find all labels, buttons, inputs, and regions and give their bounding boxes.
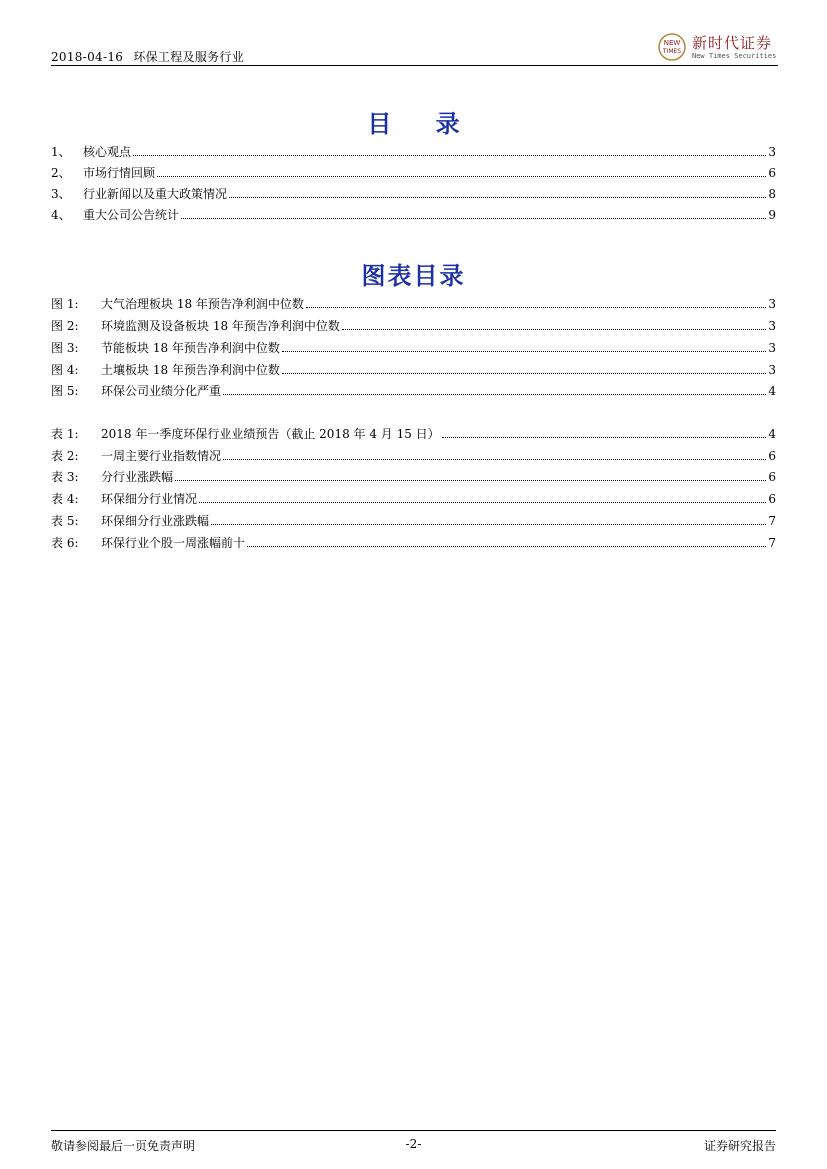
figure-entry-page: 3 (768, 319, 776, 333)
figure-entry[interactable] (51, 340, 776, 356)
table-entry-label: 环保细分行业涨跌幅 (101, 514, 210, 528)
dot-leader (229, 197, 766, 198)
toc-entry-label: 核心观点 (83, 145, 132, 159)
report-type: 证券研究报告 (703, 1139, 776, 1153)
table-entry[interactable] (51, 535, 776, 551)
table-entry-label: 环保细分行业情况 (101, 492, 198, 506)
dot-leader (282, 373, 766, 374)
toc-title: 目 录 (367, 109, 478, 138)
figure-entry-number: 图 5: (51, 384, 79, 398)
dot-leader (306, 307, 766, 308)
dot-leader (282, 351, 766, 352)
table-entry-number: 表 6: (51, 536, 79, 550)
toc-entry-number: 3、 (51, 187, 71, 201)
figure-entry[interactable] (51, 318, 776, 334)
footer-disclaimer: 敬请参阅最后一页免责声明 (51, 1139, 196, 1153)
company-logo (656, 30, 778, 64)
table-entry-number: 表 1: (51, 427, 79, 441)
dot-leader (157, 176, 766, 177)
figure-entry-label: 节能板块 18 年预告净利润中位数 (101, 341, 280, 355)
table-entry-label: 2018 年一季度环保行业业绩预告（截止 2018 年 4 月 15 日） (101, 427, 440, 441)
header-date-line (51, 48, 250, 65)
table-entry-label: 分行业涨跌幅 (101, 470, 174, 484)
toc-entry[interactable] (51, 165, 776, 181)
header-rule (51, 65, 778, 66)
table-entry-label: 环保行业个股一周涨幅前十 (101, 536, 246, 550)
toc-entry[interactable] (51, 186, 776, 202)
figure-entry-page: 3 (768, 297, 776, 311)
figure-entry-number: 图 4: (51, 363, 79, 377)
figure-entry-page: 3 (768, 363, 776, 377)
toc-entry-number: 2、 (51, 166, 71, 180)
page-header (51, 30, 778, 66)
table-entry-page: 4 (768, 427, 776, 441)
figure-entry[interactable] (51, 383, 776, 399)
toc-entry-page: 8 (768, 187, 776, 201)
figure-entry-label: 大气治理板块 18 年预告净利润中位数 (101, 297, 304, 311)
report-date: 2018-04-16 (51, 50, 124, 64)
toc-entry-number: 4、 (51, 208, 71, 222)
new-times-logo-icon (656, 32, 688, 62)
dot-leader (223, 459, 766, 460)
table-entry-number: 表 2: (51, 449, 79, 463)
toc-entry-label: 行业新闻以及重大政策情况 (83, 187, 228, 201)
figure-entry-label: 土壤板块 18 年预告净利润中位数 (101, 363, 280, 377)
page-footer (51, 1130, 776, 1154)
dot-leader (223, 394, 766, 395)
figure-entry-number: 图 1: (51, 297, 79, 311)
industry-name: 环保工程及服务行业 (133, 50, 245, 64)
table-entry-page: 7 (768, 514, 776, 528)
table-entry-number: 表 5: (51, 514, 79, 528)
logo-mark-bottom: TIMES (662, 48, 682, 55)
toc-entry[interactable] (51, 144, 776, 160)
figure-entry-number: 图 2: (51, 319, 79, 333)
dot-leader (181, 218, 766, 219)
dot-leader (133, 155, 766, 156)
toc-entry-label: 重大公司公告统计 (83, 208, 180, 222)
table-entry-number: 表 4: (51, 492, 79, 506)
toc-entry-page: 3 (768, 145, 776, 159)
dot-leader (247, 546, 766, 547)
table-entry[interactable] (51, 491, 776, 507)
figure-entry[interactable] (51, 296, 776, 312)
dot-leader (211, 524, 766, 525)
toc-entry-page: 9 (768, 208, 776, 222)
figure-entry-page: 3 (768, 341, 776, 355)
table-entry-number: 表 3: (51, 470, 79, 484)
table-entry[interactable] (51, 448, 776, 464)
table-entry[interactable] (51, 513, 776, 529)
logo-en-name: New Times Securities (692, 52, 777, 60)
logo-cn-name: 新时代证券 (692, 34, 773, 52)
toc-entry-number: 1、 (51, 145, 71, 159)
table-entry-page: 7 (768, 536, 776, 550)
table-entry[interactable] (51, 426, 776, 442)
figure-entry-label: 环保公司业绩分化严重 (101, 384, 222, 398)
table-entry-page: 6 (768, 470, 776, 484)
page-number: -2- (405, 1137, 422, 1151)
figure-entry[interactable] (51, 362, 776, 378)
figure-toc-title: 图表目录 (361, 261, 466, 290)
table-entry-label: 一周主要行业指数情况 (101, 449, 222, 463)
table-entry-page: 6 (768, 449, 776, 463)
footer-rule (51, 1130, 776, 1131)
figure-entry-page: 4 (768, 384, 776, 398)
table-entry[interactable] (51, 469, 776, 485)
toc-entry-label: 市场行情回顾 (83, 166, 156, 180)
toc-entry-page: 6 (768, 166, 776, 180)
table-entry-page: 6 (768, 492, 776, 506)
figure-entry-label: 环境监测及设备板块 18 年预告净利润中位数 (101, 319, 340, 333)
figure-entry-number: 图 3: (51, 341, 79, 355)
logo-mark-top: NEW (663, 39, 681, 47)
dot-leader (175, 480, 766, 481)
dot-leader (442, 437, 767, 438)
dot-leader (342, 329, 766, 330)
toc-entry[interactable] (51, 207, 776, 223)
dot-leader (199, 502, 766, 503)
